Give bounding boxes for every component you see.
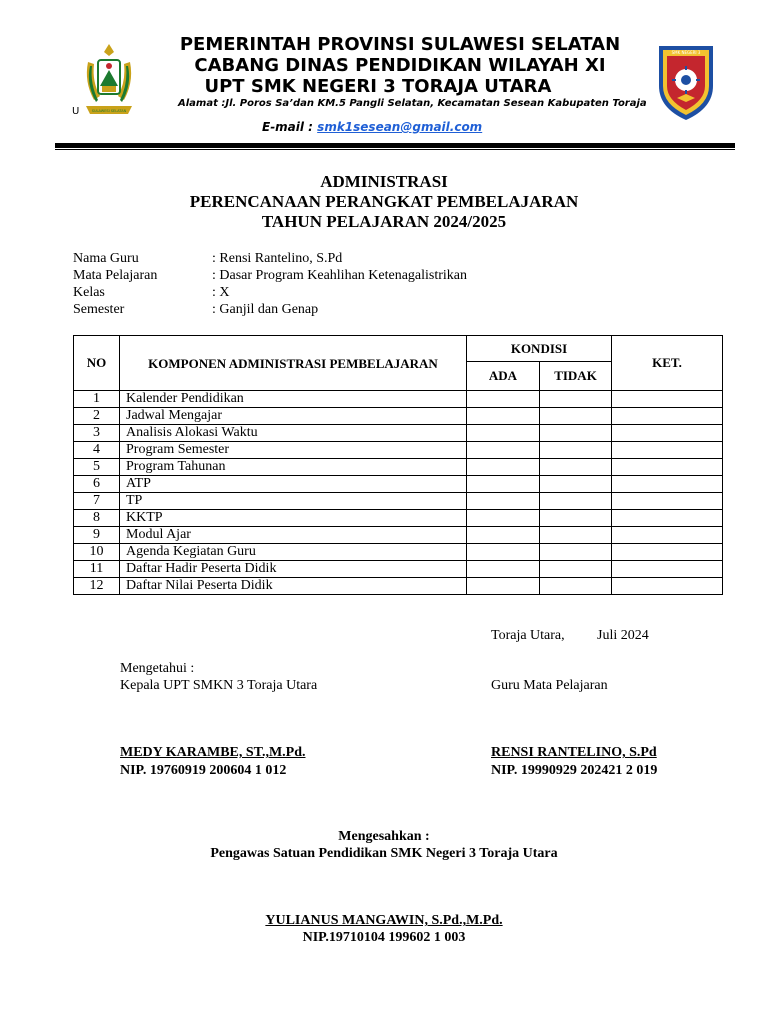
info-row-mata-pelajaran: [73, 267, 467, 284]
row-tidak-cell: [540, 544, 612, 561]
row-ket-cell: [612, 493, 723, 510]
row-number: 8: [74, 510, 120, 527]
info-label: Semester: [73, 302, 125, 317]
table-row: [74, 408, 723, 425]
row-ket-cell: [612, 476, 723, 493]
row-component: Daftar Nilai Peserta Didik: [120, 578, 467, 595]
header-address: Alamat :Jl. Poros Sa’dan KM.5 Pangli Selatan, Kecamatan Sesean Kabupaten Toraja: [178, 98, 647, 109]
letterhead-rule-thick: [55, 143, 735, 148]
table-row: [74, 442, 723, 459]
doc-title-line-1: ADMINISTRASI: [320, 172, 448, 191]
row-ada-cell: [467, 476, 540, 493]
doc-title-line-3: TAHUN PELAJARAN 2024/2025: [261, 212, 507, 231]
row-tidak-cell: [540, 561, 612, 578]
row-ada-cell: [467, 493, 540, 510]
row-component: KKTP: [120, 510, 467, 527]
row-ada-cell: [467, 425, 540, 442]
info-row-kelas: [73, 284, 230, 301]
header-line-3: UPT SMK NEGERI 3 TORAJA UTARA: [204, 76, 552, 97]
table-row: [74, 578, 723, 595]
info-row-semester: [73, 301, 318, 318]
row-tidak-cell: [540, 408, 612, 425]
table-row: [74, 527, 723, 544]
col-header-ada: ADA: [467, 362, 540, 391]
margin-mark: U: [72, 106, 80, 117]
row-ket-cell: [612, 561, 723, 578]
header-line-2: CABANG DINAS PENDIDIKAN WILAYAH XI: [194, 55, 606, 76]
mengesahkan-label: Mengesahkan :: [338, 829, 430, 844]
table-row: [74, 425, 723, 442]
mengetahui-label: Mengetahui :: [120, 661, 195, 676]
row-number: 7: [74, 493, 120, 510]
header-line-1: PEMERINTAH PROVINSI SULAWESI SELATAN: [179, 34, 621, 55]
row-tidak-cell: [540, 578, 612, 595]
row-ada-cell: [467, 527, 540, 544]
kepala-title: Kepala UPT SMKN 3 Toraja Utara: [120, 678, 318, 693]
row-ada-cell: [467, 561, 540, 578]
row-number: 2: [74, 408, 120, 425]
row-ada-cell: [467, 578, 540, 595]
administration-table: [73, 335, 723, 595]
row-number: 4: [74, 442, 120, 459]
row-ada-cell: [467, 391, 540, 408]
row-tidak-cell: [540, 391, 612, 408]
row-ket-cell: [612, 544, 723, 561]
sign-date: Juli 2024: [597, 628, 649, 643]
table-row: [74, 561, 723, 578]
pengawas-name: [0, 912, 768, 929]
col-header-tidak: TIDAK: [540, 362, 612, 391]
left-logo-label: SULAWESI SELATAN: [91, 109, 127, 113]
row-tidak-cell: [540, 425, 612, 442]
col-header-ket: KET.: [612, 336, 723, 391]
row-tidak-cell: [540, 442, 612, 459]
row-number: 6: [74, 476, 120, 493]
header-email: [262, 120, 482, 134]
row-tidak-cell: [540, 476, 612, 493]
pengawas-title: Pengawas Satuan Pendidikan SMK Negeri 3 Toraja Utara: [210, 846, 558, 861]
row-component: Analisis Alokasi Waktu: [120, 425, 467, 442]
info-value: : Ganjil dan Genap: [212, 302, 319, 317]
row-component: Jadwal Mengajar: [120, 408, 467, 425]
right-logo-label: SMK NEGERI 3: [671, 50, 701, 55]
info-label: Nama Guru: [73, 251, 139, 266]
table-row: [74, 459, 723, 476]
row-number: 3: [74, 425, 120, 442]
email-label: E-mail :: [262, 120, 318, 134]
pengawas-nip: NIP.19710104 199602 1 003: [302, 930, 466, 945]
row-ada-cell: [467, 459, 540, 476]
row-tidak-cell: [540, 510, 612, 527]
row-tidak-cell: [540, 493, 612, 510]
table-row: [74, 476, 723, 493]
row-ada-cell: [467, 510, 540, 527]
info-value: : X: [212, 285, 230, 300]
row-tidak-cell: [540, 527, 612, 544]
info-row-nama-guru: [73, 250, 342, 267]
table-row: [74, 493, 723, 510]
email-link[interactable]: smk1sesean@gmail.com: [317, 120, 483, 134]
col-header-kondisi: KONDISI: [467, 336, 612, 362]
row-number: 1: [74, 391, 120, 408]
sign-place: Toraja Utara,: [491, 628, 565, 643]
row-ada-cell: [467, 442, 540, 459]
table-row: [74, 391, 723, 408]
row-number: 12: [74, 578, 120, 595]
row-number: 9: [74, 527, 120, 544]
row-component: Daftar Hadir Peserta Didik: [120, 561, 467, 578]
col-header-komponen: KOMPONEN ADMINISTRASI PEMBELAJARAN: [120, 336, 467, 391]
info-value: : Dasar Program Keahlihan Ketenagalistrikan: [212, 268, 468, 283]
col-header-no: NO: [74, 336, 120, 391]
row-number: 11: [74, 561, 120, 578]
row-ket-cell: [612, 442, 723, 459]
row-tidak-cell: [540, 459, 612, 476]
row-component: Program Semester: [120, 442, 467, 459]
kepala-nip: NIP. 19760919 200604 1 012: [120, 763, 287, 778]
row-ket-cell: [612, 459, 723, 476]
table-row: [74, 510, 723, 527]
guru-name: RENSI RANTELINO, S.Pd: [491, 745, 657, 760]
row-number: 5: [74, 459, 120, 476]
row-component: Program Tahunan: [120, 459, 467, 476]
row-component: ATP: [120, 476, 467, 493]
row-number: 10: [74, 544, 120, 561]
row-ket-cell: [612, 578, 723, 595]
table-row: [74, 544, 723, 561]
info-label: Mata Pelajaran: [73, 268, 158, 283]
doc-title-line-2: PERENCANAAN PERANGKAT PEMBELAJARAN: [189, 192, 579, 211]
row-ada-cell: [467, 544, 540, 561]
row-component: TP: [120, 493, 467, 510]
guru-nip: NIP. 19990929 202421 2 019: [491, 763, 658, 778]
row-ket-cell: [612, 408, 723, 425]
row-ket-cell: [612, 425, 723, 442]
row-ket-cell: [612, 391, 723, 408]
kepala-name: MEDY KARAMBE, ST.,M.Pd.: [120, 745, 306, 760]
letterhead-rule-thin: [55, 149, 735, 150]
info-value: : Rensi Rantelino, S.Pd: [212, 251, 343, 266]
row-ket-cell: [612, 510, 723, 527]
row-component: Kalender Pendidikan: [120, 391, 467, 408]
row-ket-cell: [612, 527, 723, 544]
info-label: Kelas: [73, 285, 105, 300]
row-component: Agenda Kegiatan Guru: [120, 544, 467, 561]
row-ada-cell: [467, 408, 540, 425]
row-component: Modul Ajar: [120, 527, 467, 544]
pengawas-name-text: YULIANUS MANGAWIN, S.Pd.,M.Pd.: [265, 913, 503, 928]
guru-title: Guru Mata Pelajaran: [491, 678, 608, 693]
